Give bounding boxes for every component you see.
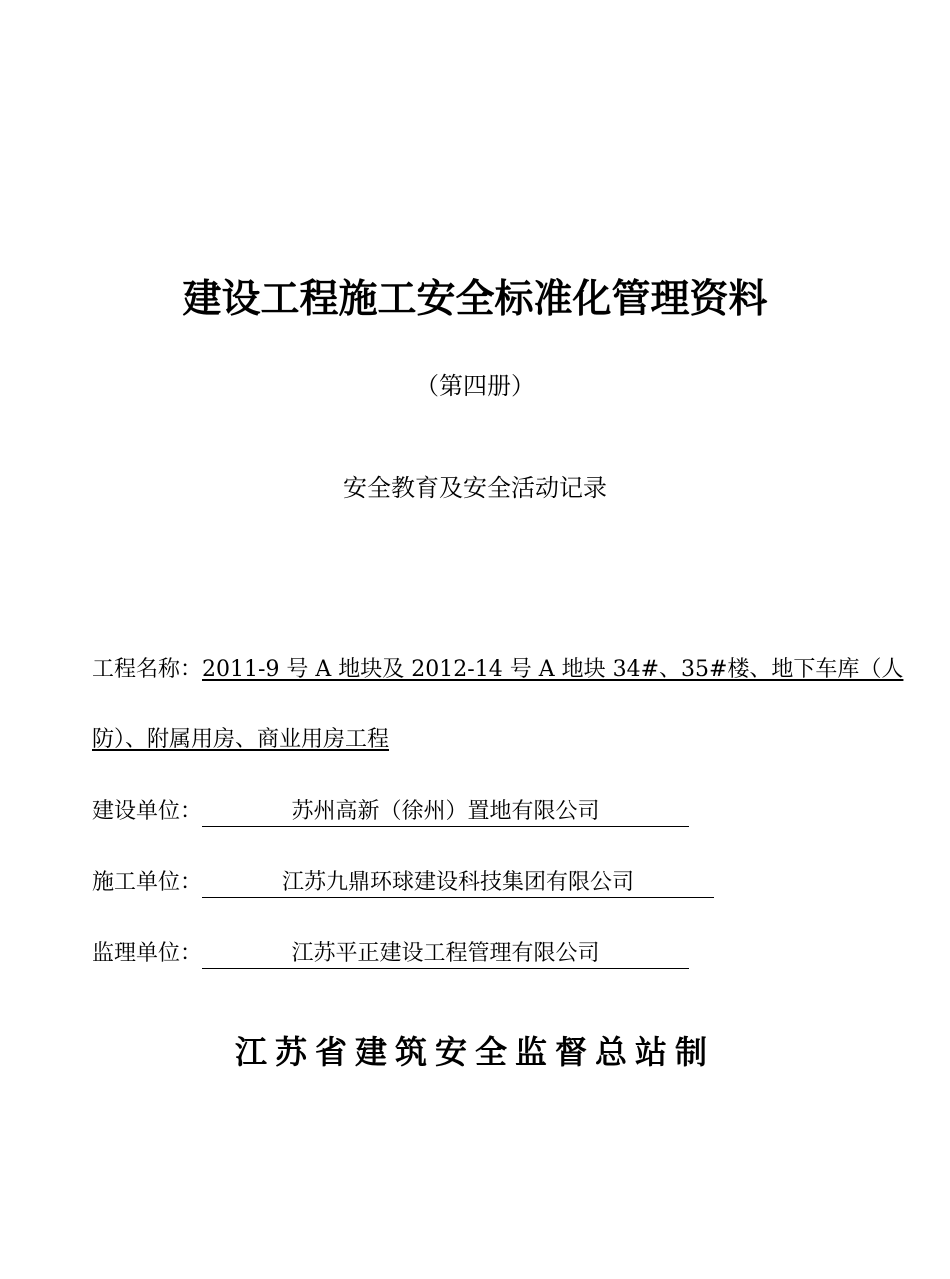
contractor-label: 施工单位： [92, 870, 203, 895]
project-name-continuation-row [92, 724, 872, 756]
document-subtitle: 安全教育及安全活动记录 [343, 474, 607, 502]
contractor-value: 江苏九鼎环球建设科技集团有限公司 [202, 869, 714, 898]
builder-label: 建设单位： [92, 799, 203, 824]
volume-label: （第四册） [415, 372, 535, 400]
project-name-value-line1: 2011-9 号 A 地块及 2012-14 号 A 地块 34#、35#楼、地下车库（人 [202, 657, 904, 682]
supervisor-label: 监理单位： [92, 941, 203, 966]
project-name-value-line2: 防）、附属用房、商业用房工程 [92, 727, 390, 752]
project-name-row [92, 654, 904, 686]
supervisor-value: 江苏平正建设工程管理有限公司 [202, 940, 689, 969]
document-title: 建设工程施工安全标准化管理资料 [182, 276, 768, 322]
supervisor-row [92, 938, 689, 970]
project-name-label: 工程名称： [92, 657, 203, 682]
issuer-organization: 江苏省建筑安全监督总站制 [234, 1033, 715, 1071]
builder-value: 苏州高新（徐州）置地有限公司 [202, 798, 689, 827]
builder-row [92, 796, 689, 828]
contractor-row [92, 867, 714, 899]
